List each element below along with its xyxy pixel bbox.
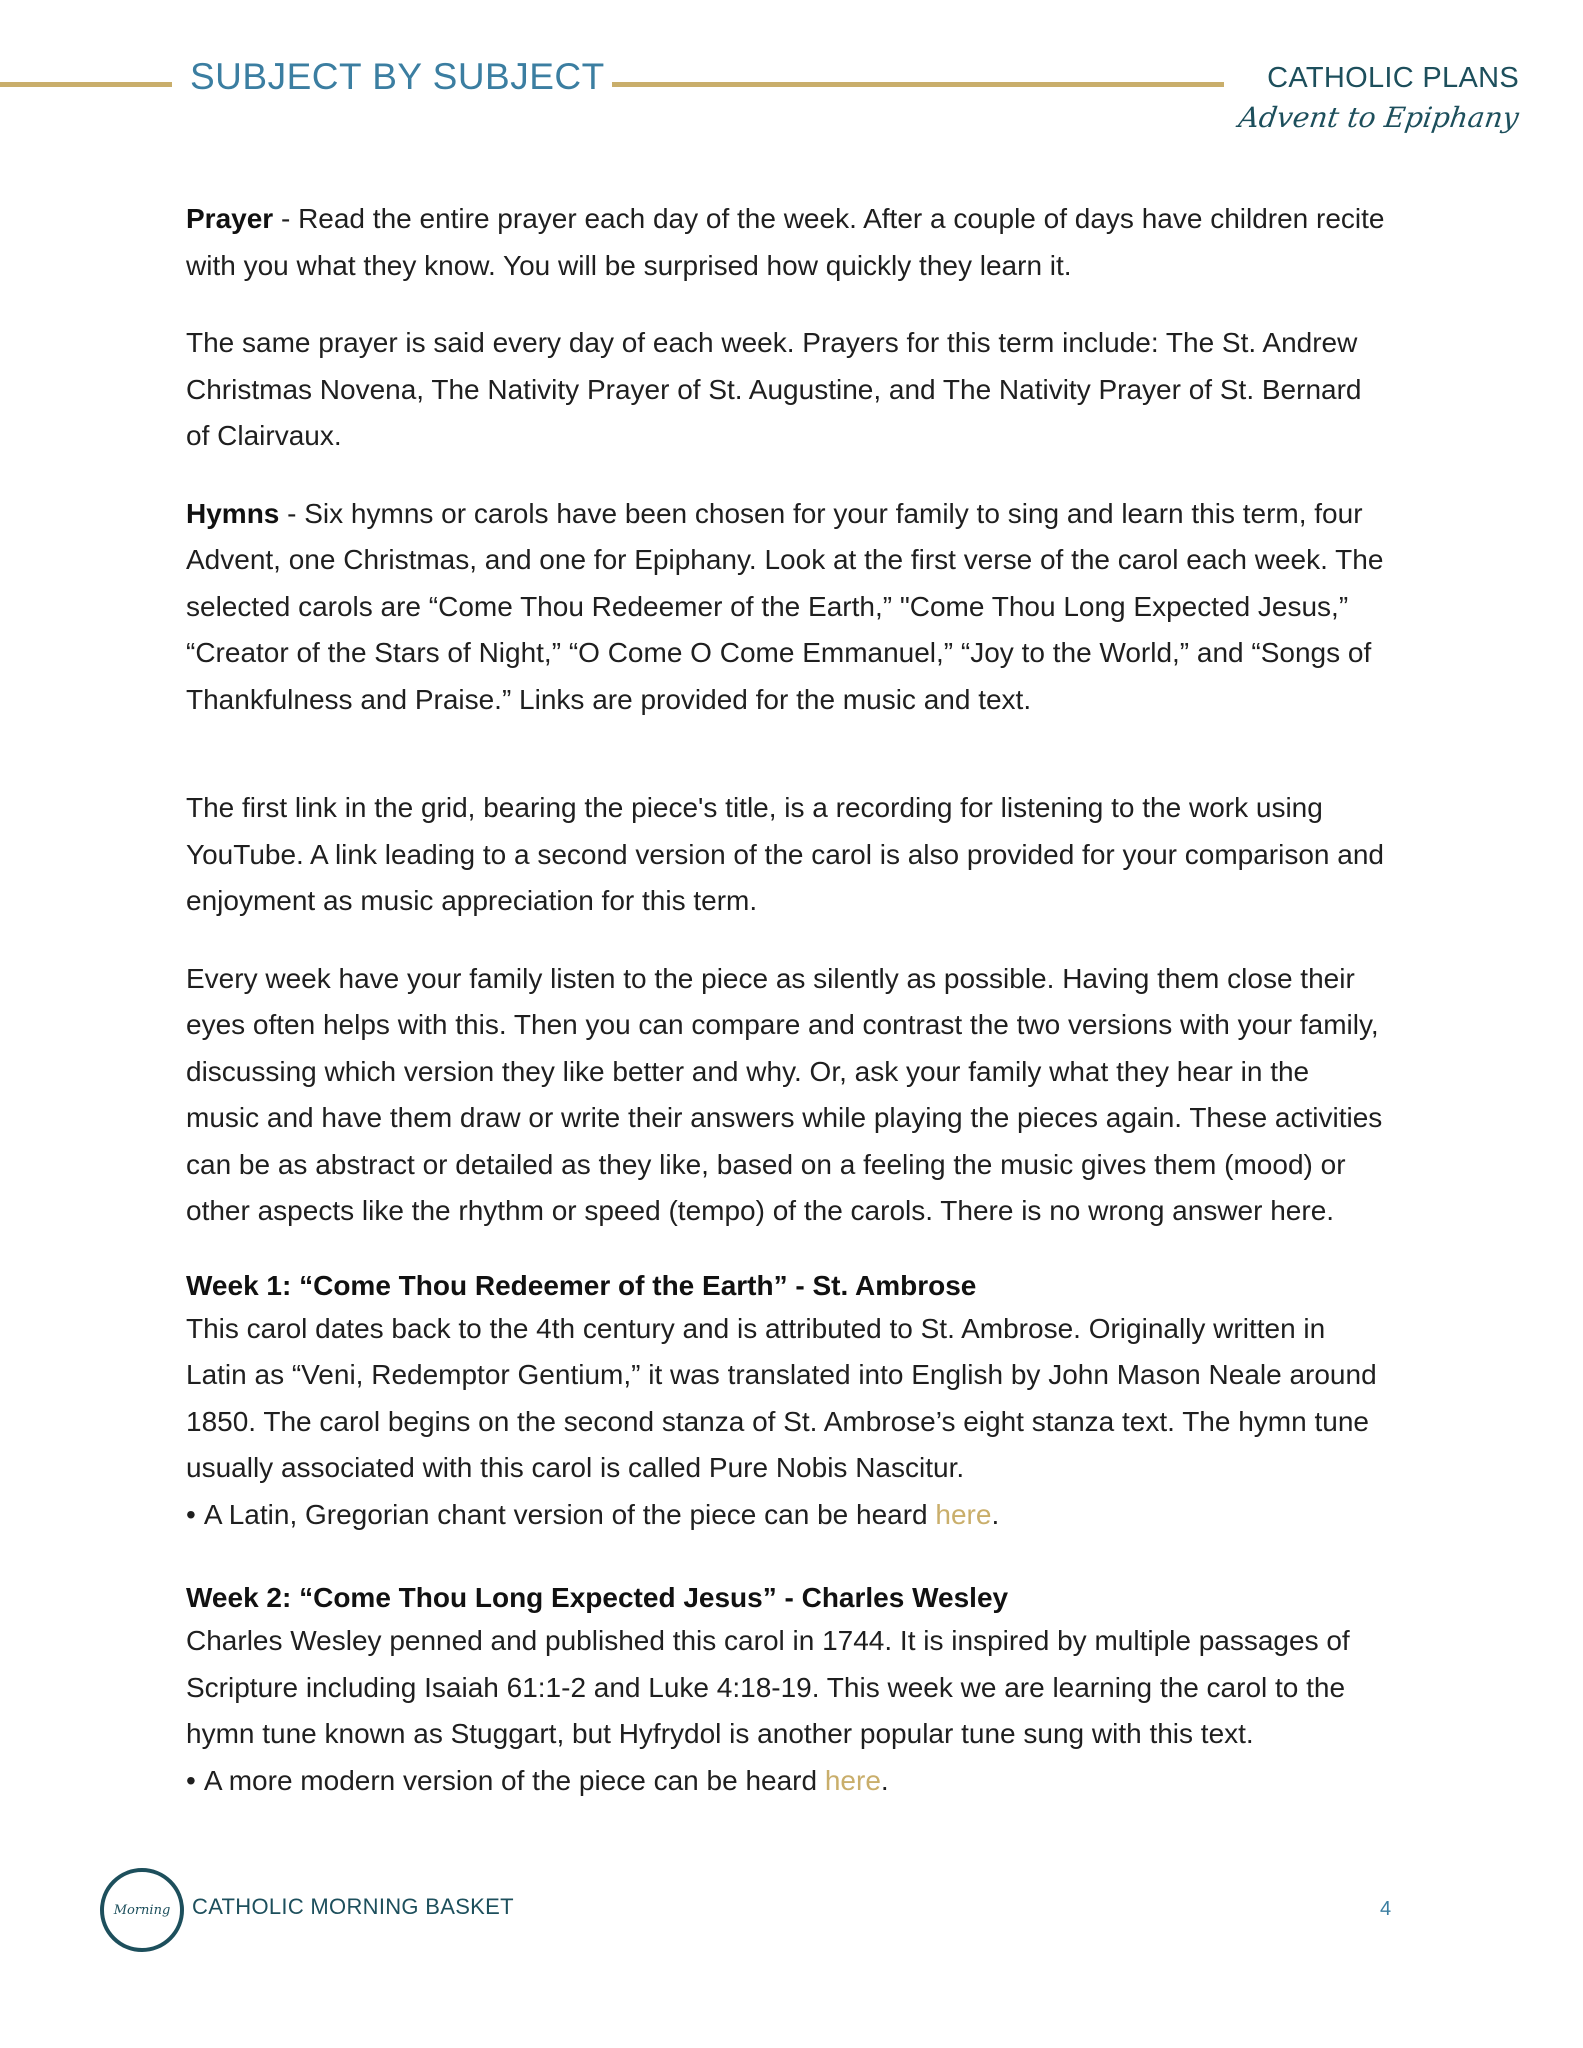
hymns-label: Hymns bbox=[186, 497, 280, 529]
bullet-icon: • bbox=[186, 1764, 196, 1796]
page-footer bbox=[100, 1868, 1500, 1958]
prayer-label: Prayer bbox=[186, 203, 274, 234]
week-2-bullet-text: A more modern version of the piece can be heard bbox=[203, 1764, 825, 1796]
page-number: 4 bbox=[1380, 1898, 1392, 1920]
logo-text: Morning bbox=[113, 1902, 171, 1918]
week-1-bullet bbox=[186, 1492, 1386, 1539]
week-2-here-link[interactable]: here bbox=[824, 1764, 881, 1796]
header-rule-left bbox=[0, 82, 172, 87]
brand-block bbox=[1237, 62, 1522, 134]
hymns-text: - Six hymns or carols have been chosen for your family to sing and learn this term, four Advent, one Christmas, and one for Epiphany. Look at the first verse of the carol each week. The selected carols are “Come Thou Redeemer of the Earth,” "Come Thou Long Expected Jesus,” “Creator of the Stars of Night,” “O Come O Come Emmanuel,” “Joy to the World,” and “Songs of Thankfulness and Praise.” Links are provided for the music and text. bbox=[186, 497, 1384, 715]
bullet-icon: • bbox=[186, 1498, 196, 1530]
main-content bbox=[186, 196, 1386, 1844]
week-1-bullet-text: A Latin, Gregorian chant version of the piece can be heard bbox=[203, 1498, 936, 1530]
brand-name: CATHOLIC PLANS bbox=[1267, 62, 1519, 94]
brand-subtitle: Advent to Epiphany bbox=[1237, 101, 1522, 134]
week-1-bullet-suffix: . bbox=[991, 1498, 1000, 1530]
footer-brand-name: CATHOLIC MORNING BASKET bbox=[192, 1894, 514, 1919]
week-1-heading: Week 1: “Come Thou Redeemer of the Earth” - St. Ambrose bbox=[186, 1269, 977, 1301]
week-2-bullet-suffix: . bbox=[880, 1764, 889, 1796]
page-header bbox=[0, 0, 1583, 160]
week-2-section bbox=[186, 1578, 1386, 1804]
week-1-text: This carol dates back to the 4th century and is attributed to St. Ambrose. Originally written in Latin as “Veni, Redemptor Gentium,” it was translated into English by John Mason Neale around 1850. The carol begins on the second stanza of St. Ambrose’s eight stanza text. The hymn tune usually associated with this carol is called Pure Nobis Nascitur. bbox=[186, 1312, 1377, 1483]
week-1-section bbox=[186, 1266, 1386, 1539]
prayer-paragraph bbox=[186, 196, 1386, 289]
week-2-bullet bbox=[186, 1758, 1386, 1805]
header-rule-right bbox=[612, 82, 1224, 87]
every-week-paragraph: Every week have your family listen to the piece as silently as possible. Having them close their eyes often helps with this. Then you can compare and contrast the two versions with your family, discussing which version they like better and why. Or, ask your family what they hear in the music and have them draw or write their answers while playing the pieces again. These activities can be as abstract or detailed as they like, based on a feeling the music gives them (mood) or other aspects like the rhythm or speed (tempo) of the carols. There is no wrong answer here. bbox=[186, 962, 1383, 1226]
section-title: SUBJECT BY SUBJECT bbox=[190, 56, 605, 97]
same-prayer-paragraph: The same prayer is said every day of each week. Prayers for this term include: The St. Andrew Christmas Novena, The Nativity Prayer of St. Augustine, and The Nativity Prayer of St. Bernard of Clairvaux. bbox=[186, 327, 1362, 451]
week-1-here-link[interactable]: here bbox=[935, 1498, 992, 1530]
prayer-text: - Read the entire prayer each day of the week. After a couple of days have children recite with you what they know. You will be surprised how quickly they learn it. bbox=[186, 203, 1385, 281]
morning-basket-logo bbox=[100, 1868, 184, 1952]
first-link-paragraph: The first link in the grid, bearing the piece's title, is a recording for listening to the work using YouTube. A link leading to a second version of the carol is also provided for your comparison and enjoyment as music appreciation for this term. bbox=[186, 792, 1384, 916]
week-2-heading: Week 2: “Come Thou Long Expected Jesus” - Charles Wesley bbox=[186, 1582, 1009, 1613]
week-2-text: Charles Wesley penned and published this carol in 1744. It is inspired by multiple passages of Scripture including Isaiah 61:1-2 and Luke 4:18-19. This week we are learning the carol to the hymn tune known as Stuggart, but Hyfrydol is another popular tune sung with this text. bbox=[186, 1625, 1350, 1749]
hymns-paragraph bbox=[186, 491, 1386, 724]
